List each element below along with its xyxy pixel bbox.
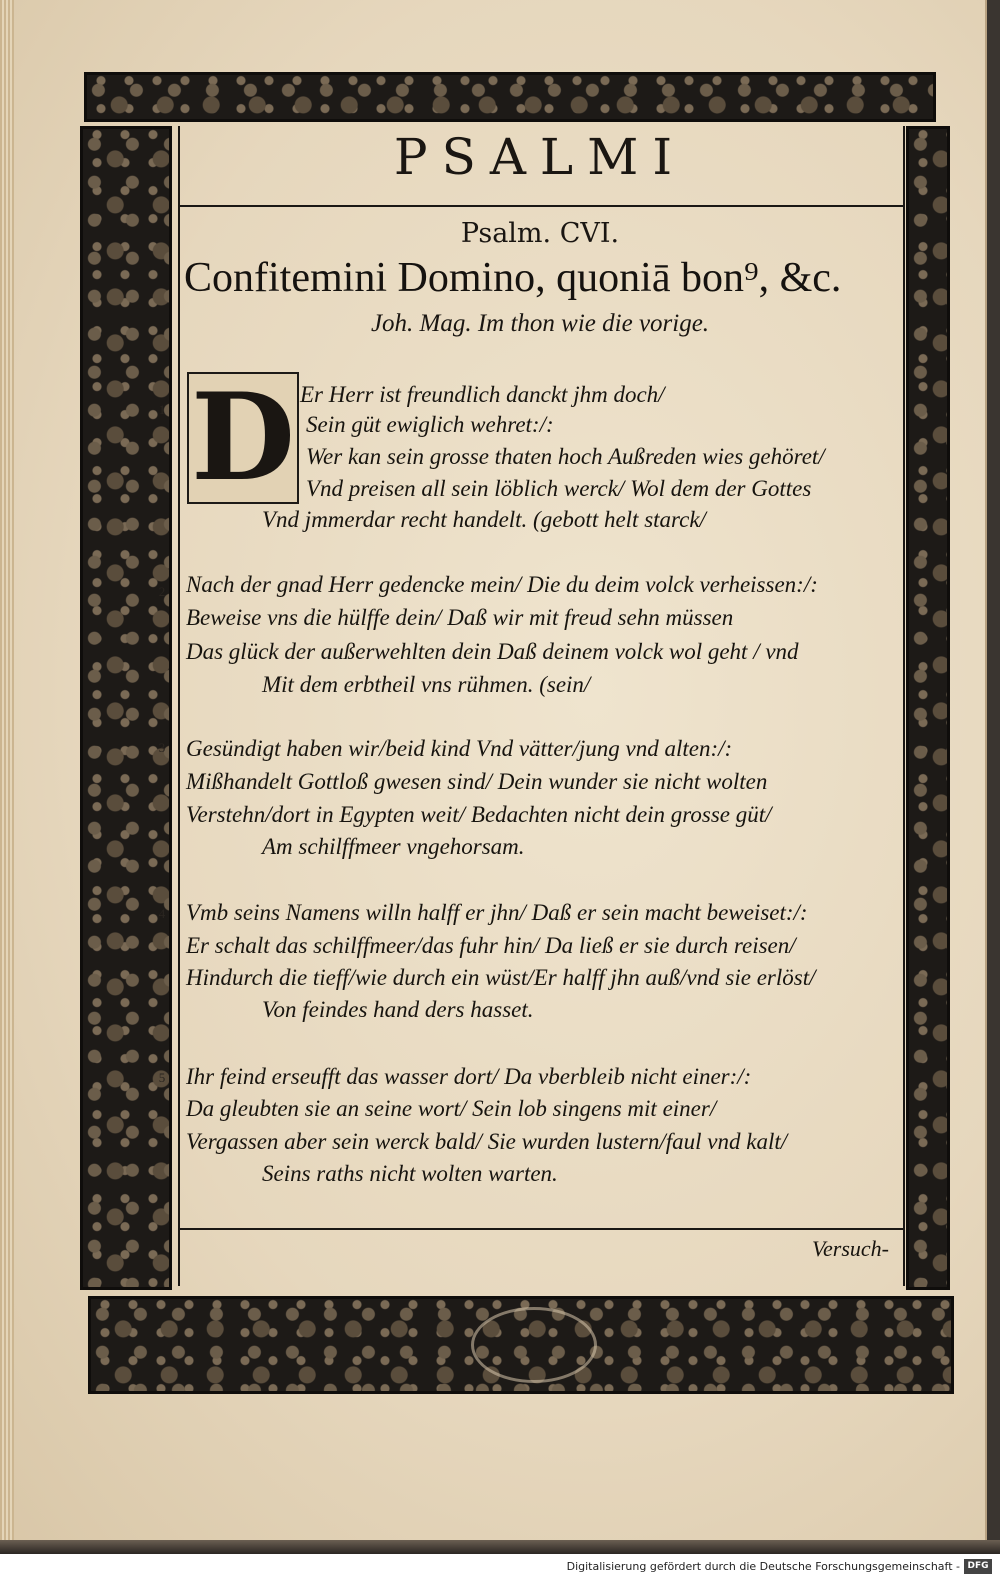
stanza-line: Am schilffmeer vngehorsam. [262,834,525,859]
stanza-line: Beweise vns die hülffe dein/ Daß wir mit freud sehn müssen [186,605,734,630]
footer-credit: Digitalisierung gefördert durch die Deutsche Forschungsgemeinschaft - [566,1560,960,1573]
stanza-line: Seins raths nicht wolten warten. [262,1161,558,1186]
stanza-line: Vergassen aber sein werck bald/ Sie wurden lustern/faul vnd kalt/ [186,1129,788,1154]
frame-rule-head [178,205,905,207]
frame-rule-foot [178,1228,905,1230]
initial-letter: D [190,367,296,508]
stanza-line: Sein güt ewiglich wehret:/: [306,412,554,437]
running-head: PSALMI [393,128,687,186]
stanza-line: Hindurch die tieff/wie durch ein wüst/Er halff jhn auß/vnd sie erlöst/ [186,965,816,990]
stanza-line: Nach der gnad Herr gedencke mein/ Die du deim volck verheissen:/: [186,572,818,597]
scan-shadow [0,1540,1000,1554]
catchword: Versuch- [812,1236,889,1261]
stanza-line: Verstehn/dort in Egypten weit/ Bedachten nicht dein grosse güt/ [186,802,772,827]
medallion-ornament [471,1307,597,1383]
stanza-line: Er schalt das schilffmeer/das fuhr hin/ Da ließ er sie durch reisen/ [186,933,796,958]
stanza-line: Von feindes hand ders hasset. [262,997,534,1022]
verse-number: 5 [158,1070,166,1085]
stanza-line: Wer kan sein grosse thaten hoch Außreden wies gehöret/ [306,444,825,469]
psalm-attribution: Joh. Mag. Im thon wie die vorige. [370,310,710,337]
dfg-logo: DFG [964,1559,992,1574]
stanza-line: Gesündigt haben wir/beid kind Vnd vätter/jung vnd alten:/: [186,736,733,761]
woodcut-border-bottom [88,1296,954,1394]
verse-number: 4 [158,906,166,921]
verse-number: 3 [158,740,166,755]
psalm-incipit: Confitemini Domino, quoniā bon⁹, &c. [184,255,842,301]
woodcut-border-top [84,72,936,122]
frame-rule-left [178,126,180,1286]
stanza-line: Mit dem erbtheil vns rühmen. (sein/ [262,672,591,697]
stanza-line: Vnd preisen all sein löblich werck/ Wol dem der Gottes [306,476,812,501]
stanza-line: Ihr feind erseufft das wasser dort/ Da vberbleib nicht einer:/: [186,1064,752,1089]
stanza-line: Vnd jmmerdar recht handelt. (gebott helt starck/ [262,507,706,532]
stanza-line: Er Herr ist freundlich danckt jhm doch/ [300,382,665,407]
verse-number: 1 [158,402,166,417]
verse-number: 2 [158,584,166,599]
woodcut-border-right [906,126,950,1290]
stanza-line: Da gleubten sie an seine wort/ Sein lob singens mit einer/ [186,1096,717,1121]
woodcut-border-left [80,126,172,1290]
stanza-line: Vmb seins Namens willn halff er jhn/ Daß er sein macht beweiset:/: [186,900,808,925]
stanza-line: Mißhandelt Gottloß gwesen sind/ Dein wunder sie nicht wolten [186,769,768,794]
decorated-initial [187,367,299,508]
page-edge [0,0,14,1540]
stanza-line: Das glück der außerwehlten dein Daß deinem volck wol geht / vnd [186,639,799,664]
psalm-number: Psalm. CVI. [460,218,620,249]
